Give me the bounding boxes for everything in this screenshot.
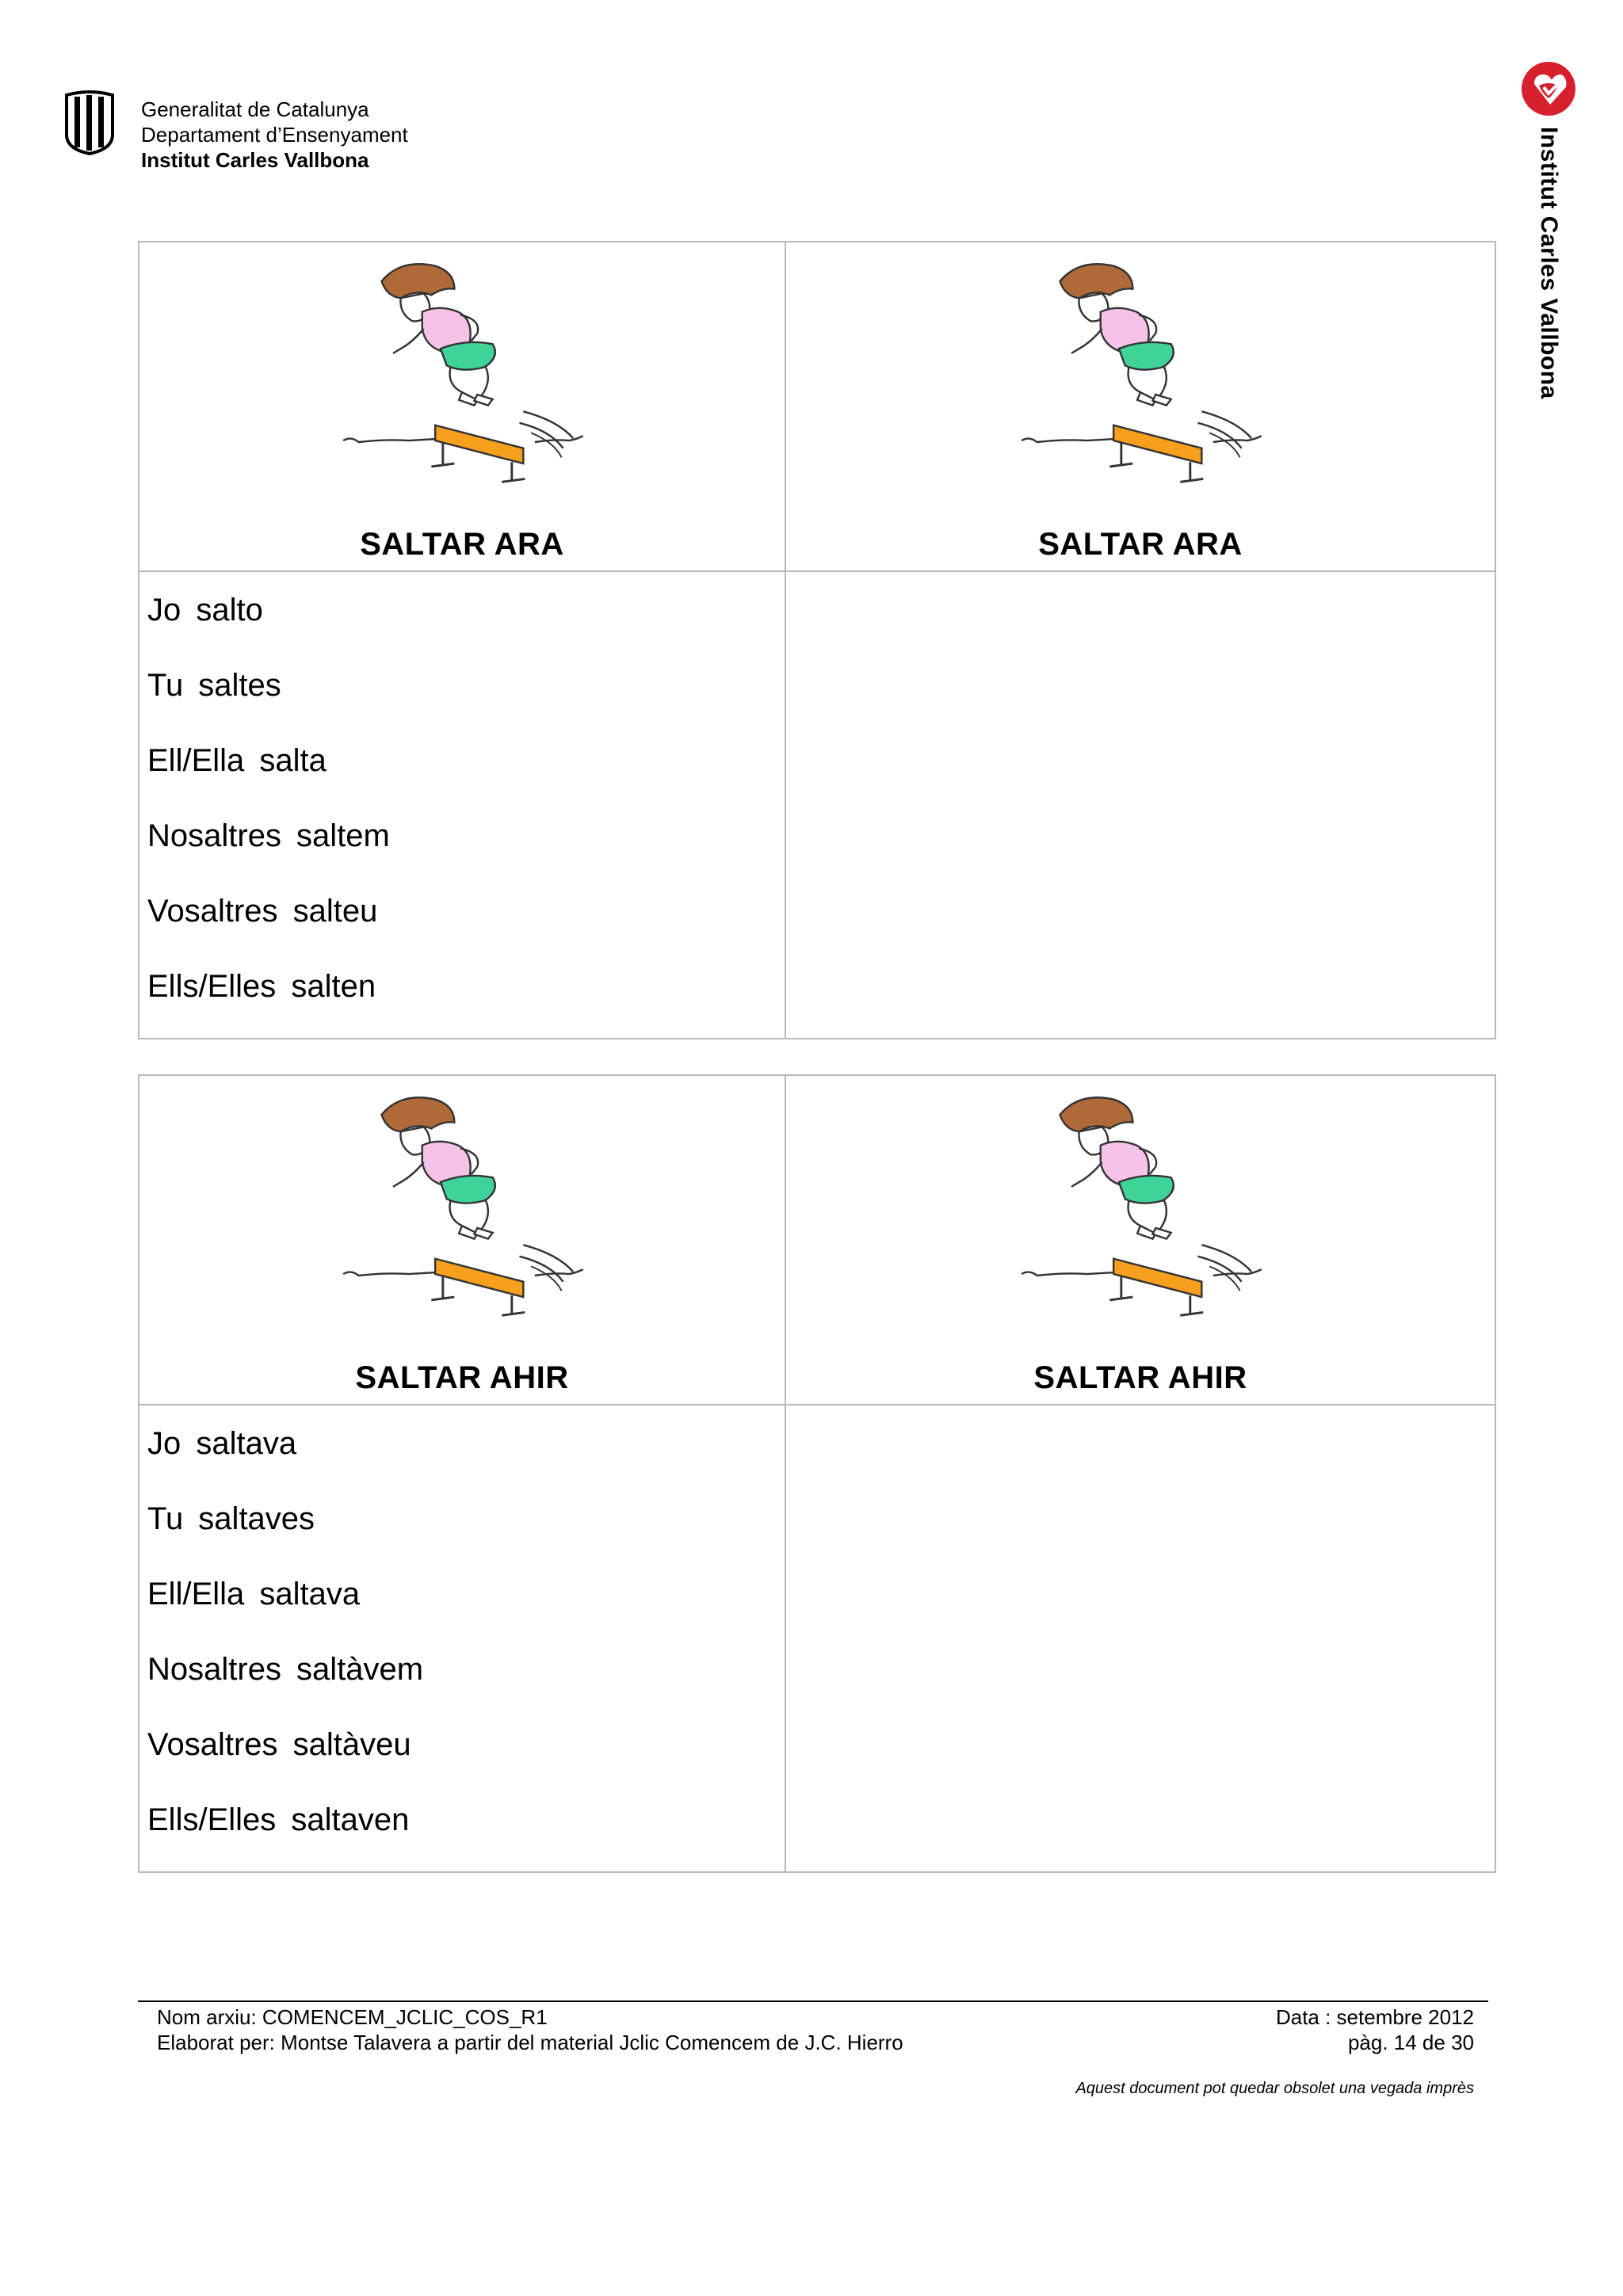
empty-answer-cell bbox=[785, 1405, 1495, 1872]
card-image-cell bbox=[139, 1075, 785, 1405]
card-title: SALTAR AHIR bbox=[355, 1360, 569, 1395]
list-item: Vosaltres saltàveu bbox=[147, 1727, 411, 1762]
footer-date: Data : setembre 2012 bbox=[1275, 2005, 1474, 2029]
side-brand-text: Institut Carles Vallbona bbox=[1536, 127, 1562, 399]
header-department: Departament d’Ensenyament bbox=[141, 123, 408, 147]
card-title: SALTAR AHIR bbox=[1033, 1360, 1247, 1395]
list-item: Nosaltres saltem bbox=[147, 818, 390, 853]
header-text bbox=[141, 97, 553, 173]
card-title: SALTAR ARA bbox=[360, 527, 564, 562]
empty-answer-cell bbox=[785, 571, 1495, 1039]
conjugation-card-past bbox=[138, 1074, 1496, 1873]
card-image-cell bbox=[785, 242, 1495, 571]
list-item: Ells/Elles saltaven bbox=[147, 1802, 410, 1837]
conjugation-list bbox=[139, 572, 785, 1038]
header-generalitat: Generalitat de Catalunya bbox=[141, 97, 369, 121]
list-item: Nosaltres saltàvem bbox=[147, 1652, 424, 1687]
heart-check-icon bbox=[1520, 60, 1577, 117]
footer-row bbox=[138, 2002, 1488, 2027]
side-brand bbox=[1506, 60, 1593, 399]
list-item: Ell/Ella saltava bbox=[147, 1577, 361, 1611]
footer-file-name: Nom arxiu: COMENCEM_JCLIC_COS_R1 bbox=[157, 2005, 548, 2029]
footer-disclaimer: Aquest document pot quedar obsolet una vegada imprès bbox=[1075, 2080, 1474, 2097]
list-item: Jo saltava bbox=[147, 1426, 297, 1461]
header-institute: Institut Carles Vallbona bbox=[141, 148, 369, 172]
conjugation-cell bbox=[139, 1405, 785, 1872]
conjugation-list bbox=[139, 1405, 785, 1871]
generalitat-logo-icon bbox=[62, 89, 117, 155]
footer-row bbox=[138, 2027, 1488, 2053]
list-item: Tu saltes bbox=[147, 668, 281, 703]
list-item: Tu saltaves bbox=[147, 1501, 315, 1536]
conjugation-cell bbox=[139, 571, 785, 1039]
jumping-girl-image bbox=[1014, 258, 1267, 488]
card-image-cell bbox=[785, 1075, 1495, 1405]
page-footer bbox=[138, 2000, 1488, 2097]
footer-page-number: pàg. 14 de 30 bbox=[1347, 2031, 1474, 2054]
list-item: Vosaltres salteu bbox=[147, 894, 378, 929]
footer-author: Elaborat per: Montse Talavera a partir del material Jclic Comencem de J.C. Hierro bbox=[157, 2031, 903, 2054]
list-item: Jo salto bbox=[147, 593, 263, 627]
list-item: Ells/Elles salten bbox=[147, 969, 376, 1004]
card-image-cell bbox=[139, 242, 785, 571]
jumping-girl-image bbox=[335, 1092, 589, 1322]
jumping-girl-image bbox=[335, 258, 589, 488]
card-title: SALTAR ARA bbox=[1038, 527, 1243, 562]
conjugation-card-present bbox=[138, 241, 1496, 1039]
list-item: Ell/Ella salta bbox=[147, 743, 327, 778]
jumping-girl-image bbox=[1014, 1092, 1267, 1322]
